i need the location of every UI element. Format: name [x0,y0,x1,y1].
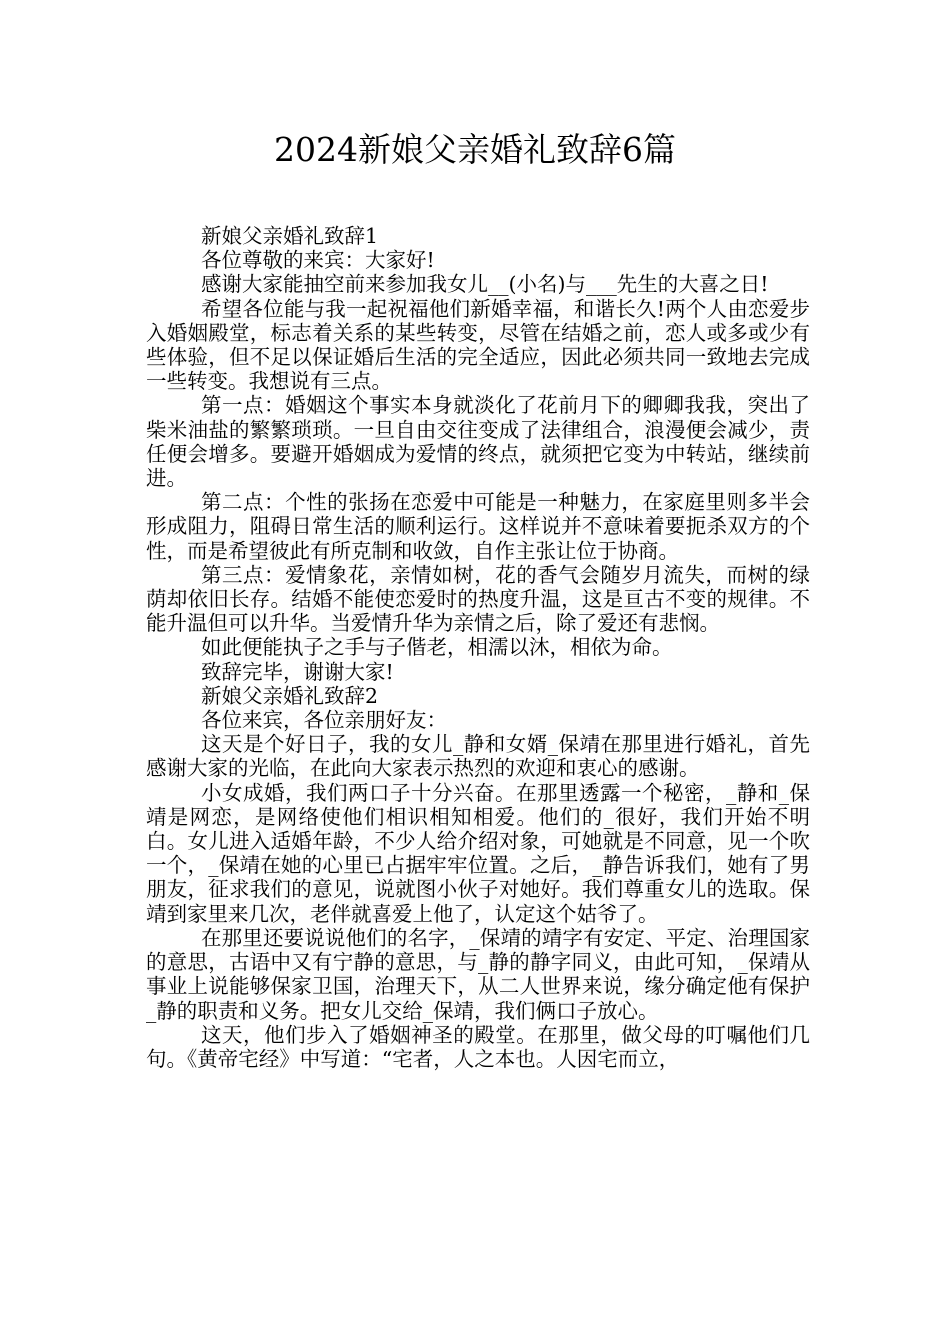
document-body [146,224,810,1071]
paragraph: 这天，他们步入了婚姻神圣的殿堂。在那里，做父母的叮嘱他们几句。《黄帝宅经》中写道：“宅者，人之本也。人因宅而立， [146,1022,810,1071]
paragraph: 这天是个好日子，我的女儿_静和女婿_保靖在那里进行婚礼，首先感谢大家的光临，在此向大家表示热烈的欢迎和衷心的感谢。 [146,732,810,781]
paragraph: 各位尊敬的来宾：大家好! [201,248,435,273]
paragraph: 感谢大家能抽空前来参加我女儿__(小名)与___先生的大喜之日! [201,272,769,297]
paragraph: 第二点：个性的张扬在恋爱中可能是一种魅力，在家庭里则多半会形成阻力，阻碍日常生活的顺利运行。这样说并不意味着要扼杀双方的个性，而是希望彼此有所克制和收敛，自作主张让位于协商。 [146,490,810,563]
document-title: 2024新娘父亲婚礼致辞6篇 [274,130,676,169]
paragraph: 如此便能执子之手与子偕老，相濡以沐，相依为命。 [201,635,673,660]
paragraph: 各位来宾，各位亲朋好友： [201,708,447,733]
paragraph: 致辞完毕，谢谢大家! [201,659,394,684]
paragraph: 第三点：爱情象花，亲情如树，花的香气会随岁月流失，而树的绿荫却依旧长存。结婚不能使恋爱时的热度升温，这是亘古不变的规律。不能升温但可以升华。当爱情升华为亲情之后，除了爱还有悲悯。 [146,562,810,636]
paragraph: 第一点：婚姻这个事实本身就淡化了花前月下的卿卿我我，突出了柴米油盐的繁繁琐琐。一旦自由交往变成了法律组合，浪漫便会减少，责任便会增多。要避开婚姻成为爱情的终点，就须把它变为中转站，继续前进。 [146,393,810,491]
paragraph: 新娘父亲婚礼致辞2 [201,683,379,708]
paragraph: 希望各位能与我一起祝福他们新婚幸福，和谐长久!两个人由恋爱步入婚姻殿堂，标志着关系的某些转变，尽管在结婚之前，恋人或多或少有些体验，但不足以保证婚后生活的完全适应，因此必须共同一致地去完成一些转变。我想说有三点。 [146,296,810,394]
paragraph: 新娘父亲婚礼致辞1 [201,224,379,248]
paragraph: 在那里还要说说他们的名字，_保靖的靖字有安定、平定、治理国家的意思，古语中又有宁静的意思，与_静的静字同义，由此可知，_保靖从事业上说能够保家卫国，治理天下，从二人世界来说，缘分确定他有保护_静的职责和义务。把女儿交给_保靖，我们俩口子放心。 [146,925,810,1023]
paragraph: 小女成婚，我们两口子十分兴奋。在那里透露一个秘密，_静和_保靖是网恋，是网络使他们相识相知相爱。他们的_很好，我们开始不明白。女儿进入适婚年龄，不少人给介绍对象，可她就是不同意，见一个吹一个，_保靖在她的心里已占据牢牢位置。之后，_静告诉我们，她有了男朋友，征求我们的意见，说就图小伙子对她好。我们尊重女儿的选取。保靖到家里来几次，老伴就喜爱上他了，认定这个姑爷了。 [146,780,810,926]
